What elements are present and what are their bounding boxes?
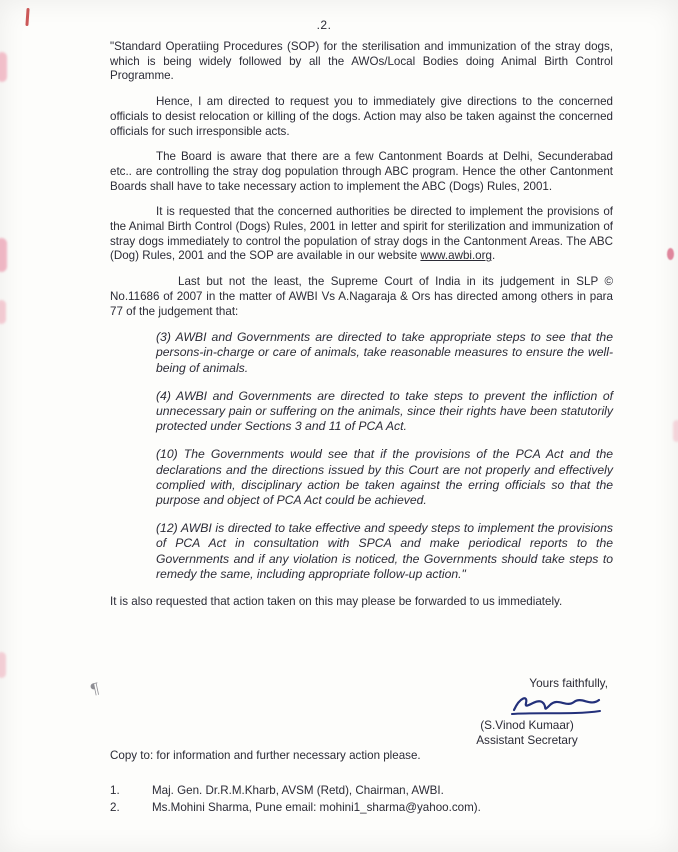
copy-to-block bbox=[110, 748, 613, 817]
valediction: Yours faithfully, bbox=[529, 676, 608, 690]
signature-block bbox=[442, 676, 612, 748]
signatory-name: (S.Vinod Kumaar) bbox=[480, 718, 574, 732]
signature-scribble bbox=[508, 692, 604, 718]
copy-to-item bbox=[110, 800, 613, 815]
paragraph-hence: Hence, I am directed to request you to immediately give directions to the concerned officials to desist relocation or killing of the dogs. Action may also be taken against the concerned officials for such irresponsible acts. bbox=[110, 95, 613, 138]
copy-to-item-text: Maj. Gen. Dr.R.M.Kharb, AVSM (Retd), Chairman, AWBI. bbox=[152, 784, 444, 797]
scan-artifact-pink-left-4 bbox=[0, 652, 6, 678]
signatory-title: Assistant Secretary bbox=[476, 733, 578, 747]
page-number: .2. bbox=[316, 18, 332, 32]
copy-to-item-number: 2. bbox=[110, 801, 120, 814]
awbi-website-link[interactable]: www.awbi.org bbox=[420, 249, 492, 263]
pencil-annotation-mark: ¶ bbox=[88, 679, 102, 699]
copy-to-item-number: 1. bbox=[110, 784, 120, 797]
judgement-quote-10: (10) The Governments would see that if the provisions of the PCA Act and the declarations and the directions issued by this Court are not properly and effectively complied with, disciplinary action be taken against the erring officials so that the purpose and object of PCA Act could be achieved. bbox=[156, 447, 613, 508]
scan-artifact-pink-right bbox=[673, 420, 678, 442]
paragraph-sop: "Standard Operatiing Procedures (SOP) for the sterilisation and immunization of the stray dogs, which is being widely followed by all the AWOs/Local Bodies doing Animal Birth Control Programme. bbox=[110, 40, 613, 83]
letter-body bbox=[110, 40, 613, 621]
paragraph-supreme-court: Last but not the least, the Supreme Court of India in its judgement in SLP © No.11686 of 2007 in the matter of AWBI Vs A.Nagaraja & Ors has directed among others in para 77 of the judgement that: bbox=[110, 275, 613, 318]
judgement-quote-4: (4) AWBI and Governments are directed to take steps to prevent the infliction of unnecessary pain or suffering on the animals, since their rights have been statutorily protected under Sections 3 and 11 of PCA Act. bbox=[156, 388, 613, 434]
copy-to-heading: Copy to: for information and further necessary action please. bbox=[110, 749, 421, 762]
scan-artifact-pink-left-1 bbox=[0, 52, 7, 82]
paragraph-abc-rules-period: . bbox=[491, 249, 496, 263]
paragraph-abc-rules-text: It is requested that the concerned authorities be directed to implement the provisions of the Animal Birth Control (Dogs) Rules, 2001 in letter and spirit for sterilization and immunization of stray dogs immediately to control the population of stray dogs in the Cantonment Areas. The ABC (Dog) Rules, 2001 and the SOP are available in our website bbox=[110, 205, 613, 263]
scan-artifact-red-right bbox=[667, 248, 674, 260]
copy-to-item bbox=[110, 783, 613, 798]
scan-artifact-pink-left-2 bbox=[0, 238, 7, 272]
paragraph-cantonment-boards: The Board is aware that there are a few Cantonment Boards at Delhi, Secunderabad etc.. are controlling the stray dog population through ABC program. Hence the other Cantonment Boards shall have to take necessary action to implement the ABC (Dogs) Rules, 2001. bbox=[110, 150, 613, 193]
copy-to-item-text: Ms.Mohini Sharma, Pune email: mohini1_sharma@yahoo.com). bbox=[152, 801, 481, 814]
paragraph-closing: It is also requested that action taken on this may please be forwarded to us immediately. bbox=[110, 595, 563, 609]
scan-artifact-pink-left-3 bbox=[0, 300, 6, 324]
judgement-quote-12: (12) AWBI is directed to take effective and speedy steps to implement the provisions of PCA Act in consultation with SPCA and make periodical reports to the Governments and if any violation is noticed, the Governments should take steps to remedy the same, including appropriate follow-up action." bbox=[156, 521, 613, 581]
paragraph-abc-rules-request bbox=[110, 205, 613, 264]
judgement-quote-3: (3) AWBI and Governments are directed to take appropriate steps to see that the persons-in-charge or care of animals, take reasonable measures to ensure the well-being of animals. bbox=[156, 330, 613, 375]
